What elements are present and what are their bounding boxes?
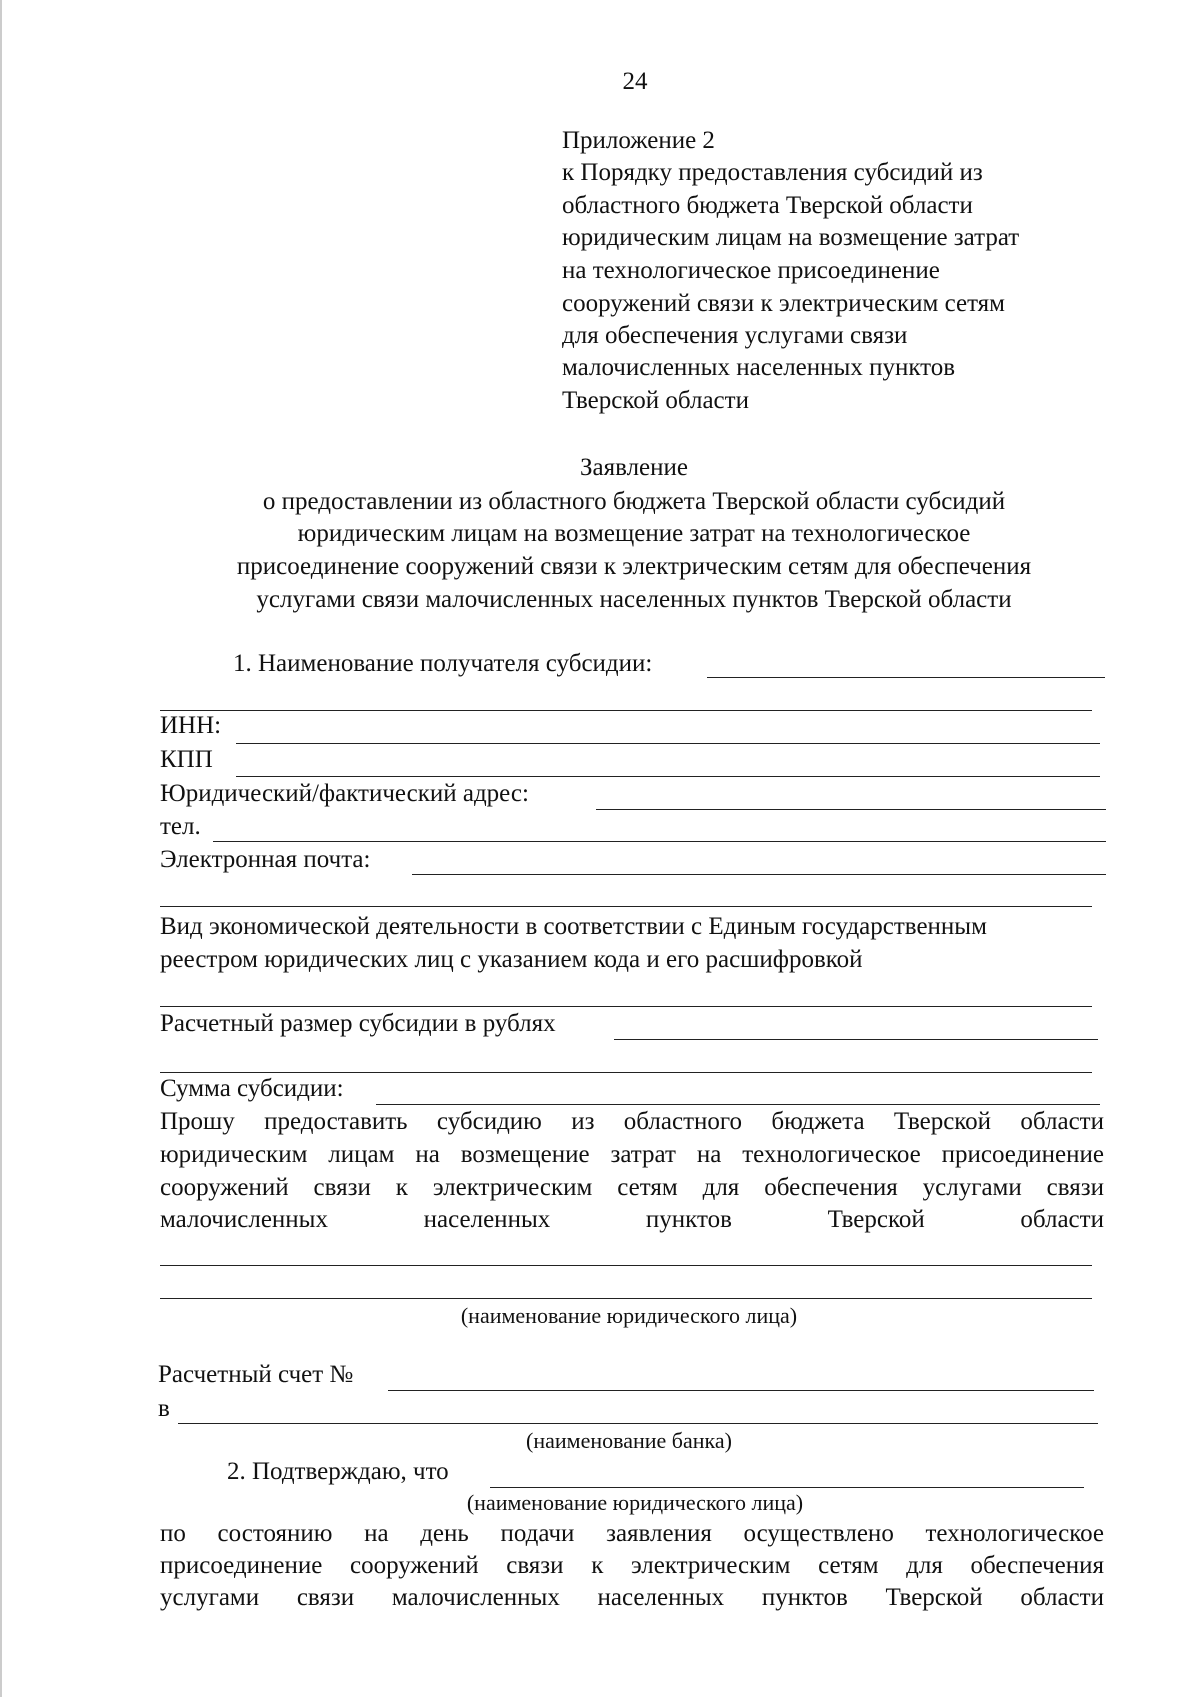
inn-label: ИНН: <box>160 712 222 739</box>
page-number: 24 <box>622 68 648 95</box>
account-field[interactable] <box>388 1390 1094 1391</box>
word: области <box>1020 1206 1104 1233</box>
word: услугами <box>160 1584 260 1611</box>
request-line <box>160 1106 1104 1138</box>
appendix-line: к Порядку предоставления субсидий из <box>562 159 983 186</box>
word: области <box>1020 1584 1104 1611</box>
activity-line: Вид экономической деятельности в соответствии с Единым государственным <box>160 913 987 940</box>
inn-field[interactable] <box>236 743 1100 744</box>
appendix-line: на технологическое присоединение <box>562 257 940 284</box>
word: населенных <box>423 1206 551 1233</box>
subsidy-sum-field[interactable] <box>376 1104 1100 1105</box>
confirm-last-line <box>160 1582 1104 1614</box>
entity-name-field-2[interactable] <box>160 1298 1092 1299</box>
recipient-name-label: 1. Наименование получателя субсидии: <box>233 650 653 677</box>
phone-label: тел. <box>160 813 201 840</box>
confirm-label: 2. Подтверждаю, что <box>227 1458 449 1485</box>
word: пунктов <box>645 1206 732 1233</box>
subsidy-calc-field[interactable] <box>614 1039 1098 1040</box>
statement-line: юридическим лицам на возмещение затрат на технологическое <box>297 520 971 547</box>
appendix-line: сооружений связи к электрическим сетям <box>562 290 1006 317</box>
bank-prefix: в <box>158 1395 170 1422</box>
bank-field[interactable] <box>178 1423 1098 1424</box>
address-label: Юридический/фактический адрес: <box>160 780 529 807</box>
request-line-text: Прошу предоставить субсидию из областного бюджета Тверской области <box>160 1108 1104 1135</box>
confirm-line-text: по состоянию на день подачи заявления осуществлено технологическое <box>160 1520 1104 1547</box>
appendix-line: малочисленных населенных пунктов <box>562 354 956 381</box>
account-label: Расчетный счет № <box>158 1361 354 1388</box>
recipient-name-field[interactable] <box>707 677 1105 678</box>
caption-entity-2: (наименование юридического лица) <box>466 1490 804 1515</box>
word: населенных <box>597 1584 725 1611</box>
request-line <box>160 1172 1104 1204</box>
confirm-line <box>160 1550 1104 1582</box>
activity-field[interactable] <box>160 1006 1092 1007</box>
request-last-line <box>160 1204 1104 1236</box>
recipient-name-field-2[interactable] <box>160 710 1092 711</box>
confirm-line <box>160 1518 1104 1550</box>
statement-line: присоединение сооружений связи к электрическим сетям для обеспечения <box>236 553 1032 580</box>
kpp-label: КПП <box>160 746 213 773</box>
appendix-line: юридическим лицам на возмещение затрат <box>562 224 1020 251</box>
word: пунктов <box>761 1584 848 1611</box>
address-field[interactable] <box>596 809 1106 810</box>
subsidy-calc-label: Расчетный размер субсидии в рублях <box>160 1010 556 1037</box>
entity-name-field[interactable] <box>160 1265 1092 1266</box>
subsidy-sum-label: Сумма субсидии: <box>160 1075 344 1102</box>
phone-field[interactable] <box>213 841 1106 842</box>
caption-bank: (наименование банка) <box>526 1428 732 1453</box>
email-label: Электронная почта: <box>160 846 371 873</box>
appendix-title: Приложение 2 <box>562 127 715 154</box>
statement-line: услугами связи малочисленных населенных пунктов Тверской области <box>256 586 1012 613</box>
request-line-text: юридическим лицам на возмещение затрат на технологическое присоединение <box>160 1141 1104 1168</box>
appendix-line: для обеспечения услугами связи <box>562 322 908 349</box>
caption-entity: (наименование юридического лица) <box>460 1303 798 1328</box>
request-line-text: сооружений связи к электрическим сетям для обеспечения услугами связи <box>160 1174 1104 1201</box>
word: связи <box>296 1584 355 1611</box>
email-field[interactable] <box>412 874 1106 875</box>
activity-line: реестром юридических лиц с указанием кода и его расшифровкой <box>160 946 863 973</box>
statement-line: о предоставлении из областного бюджета Тверской области субсидий <box>262 488 1006 515</box>
word: малочисленных <box>391 1584 560 1611</box>
word: малочисленных <box>160 1206 328 1233</box>
email-field-2[interactable] <box>160 906 1092 907</box>
appendix-line: областного бюджета Тверской области <box>562 192 973 219</box>
word: Тверской <box>885 1584 983 1611</box>
appendix-line: Тверской области <box>562 387 749 414</box>
scan-edge <box>0 0 2 1697</box>
request-line <box>160 1139 1104 1171</box>
statement-title: Заявление <box>579 454 689 481</box>
kpp-field[interactable] <box>236 776 1100 777</box>
word: Тверской <box>827 1206 925 1233</box>
confirm-line-text: присоединение сооружений связи к электрическим сетям для обеспечения <box>160 1552 1104 1579</box>
